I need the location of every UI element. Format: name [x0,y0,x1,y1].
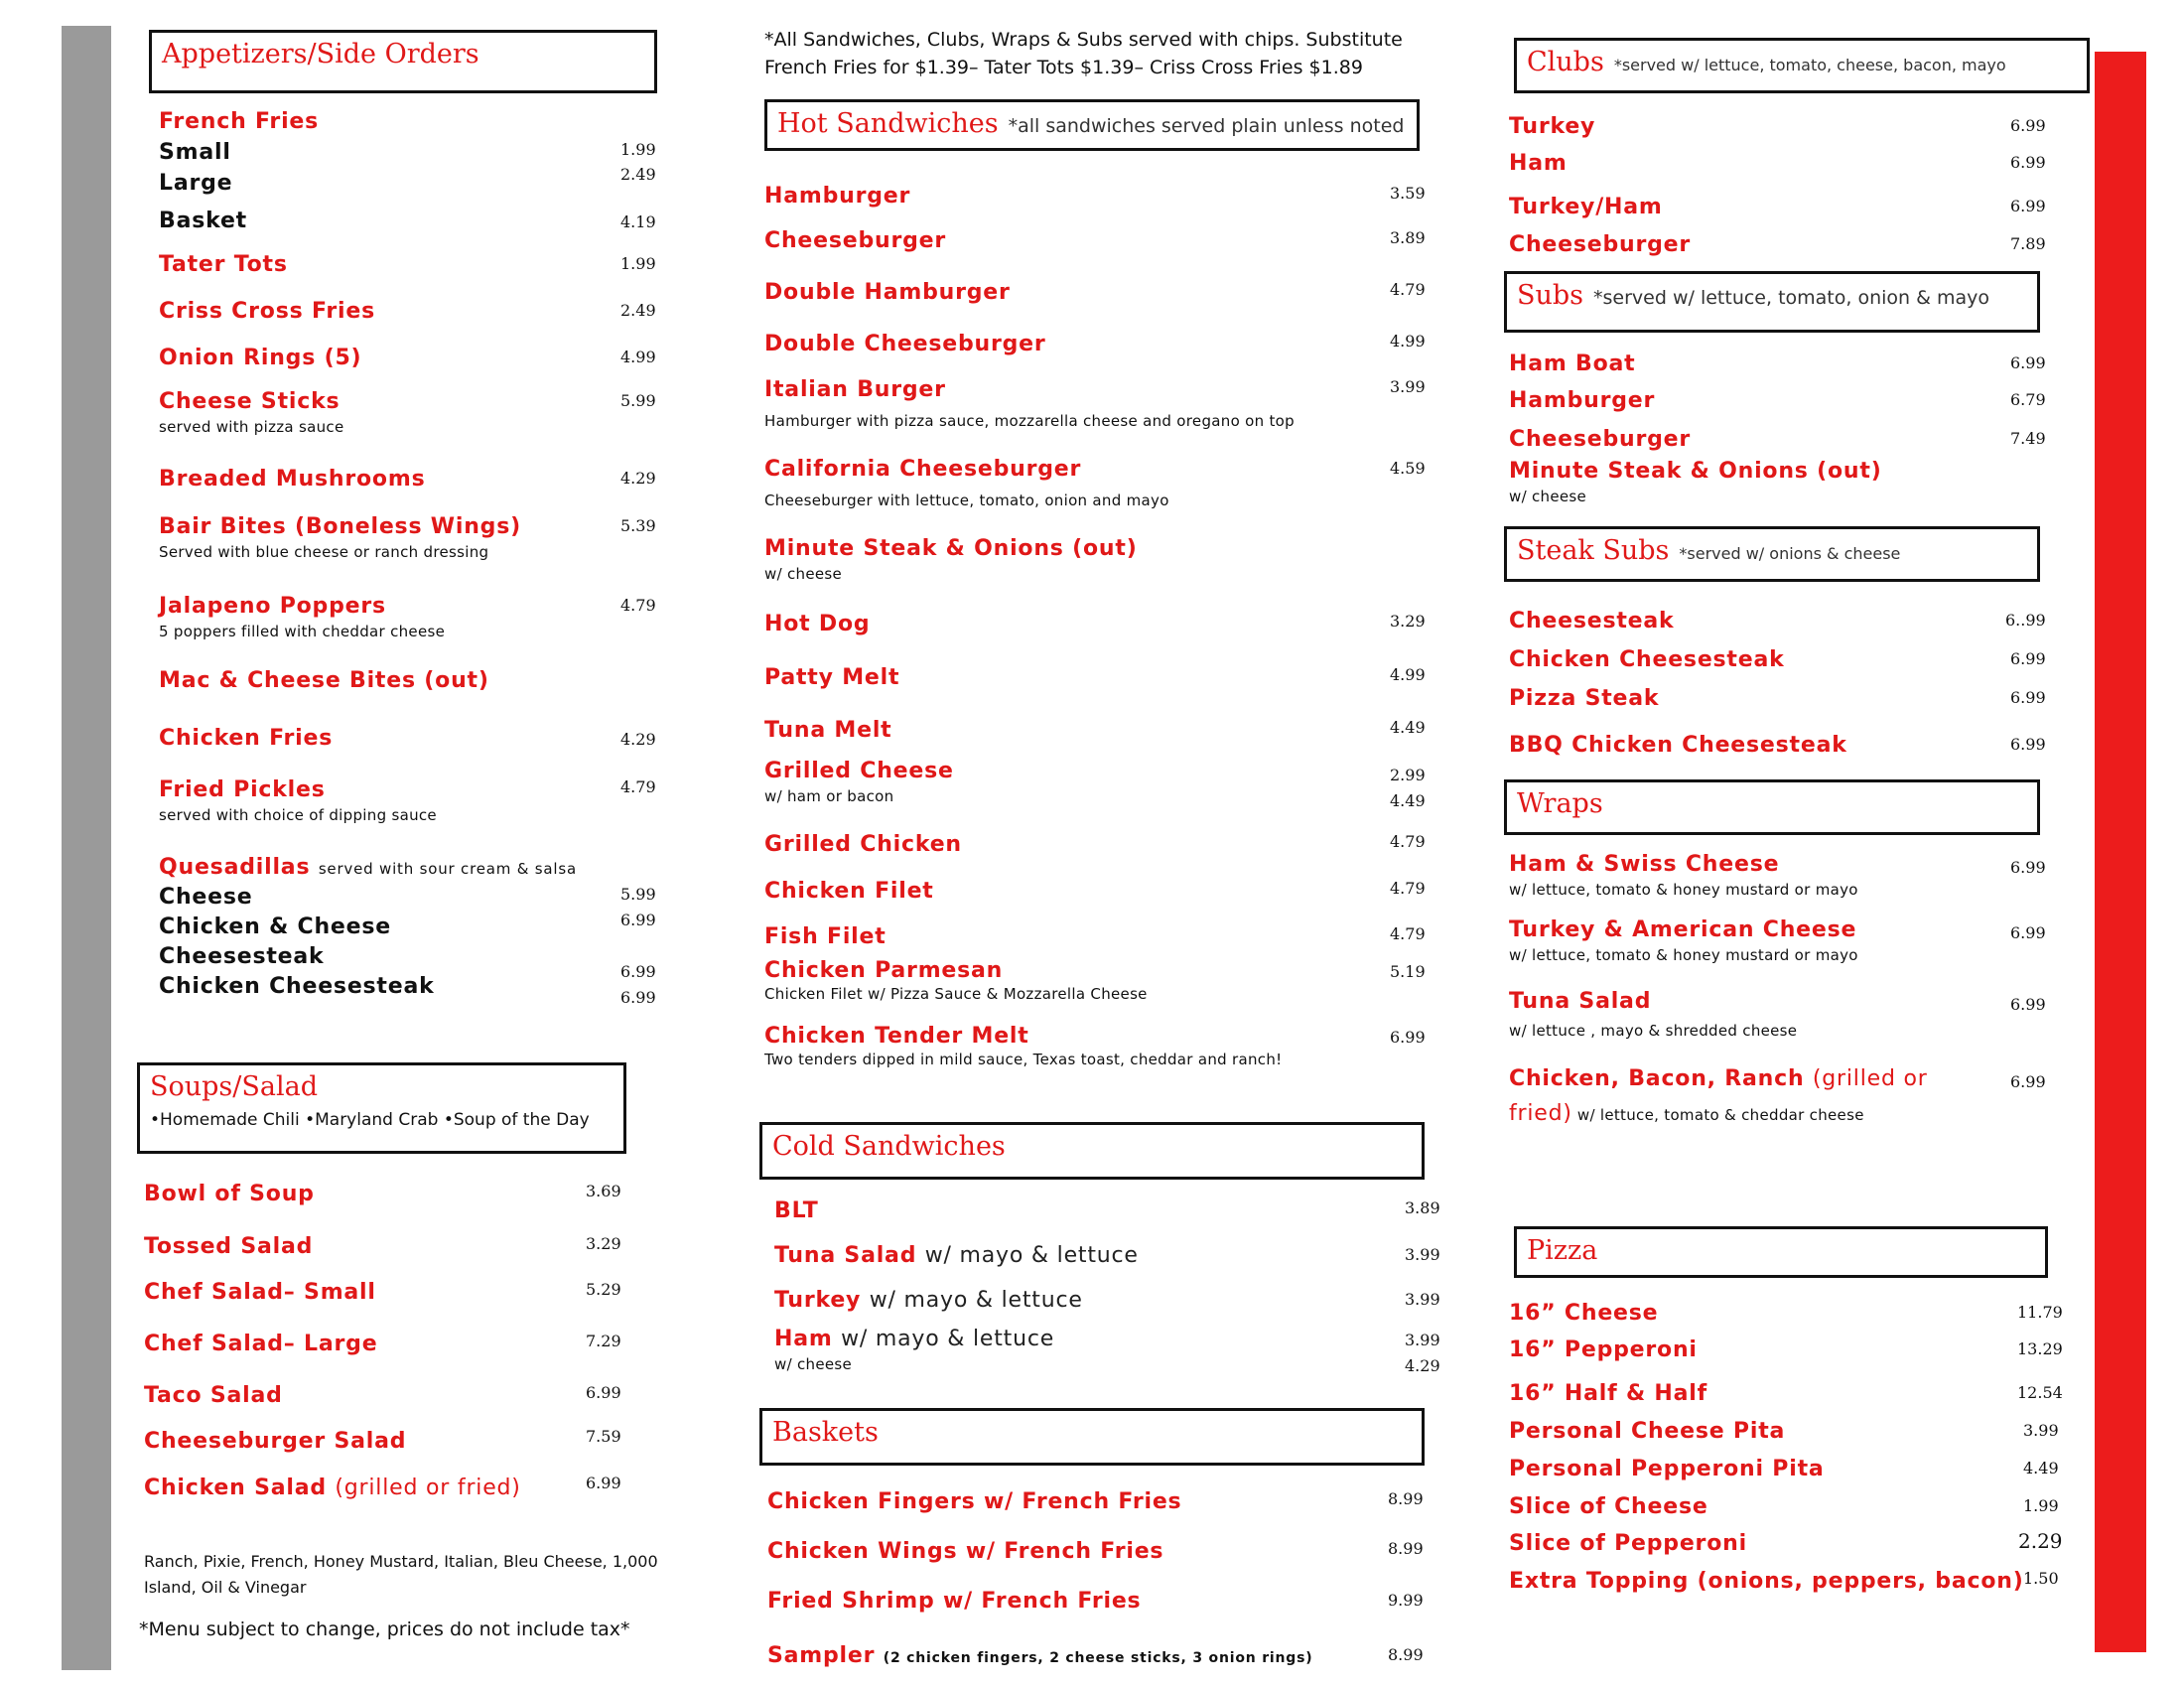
menu-item-bbq-chicken-cheesesteak: BBQ Chicken Cheesesteak 6.99 [1509,733,2046,758]
menu-item-california-cheeseburger: California Cheeseburger Cheeseburger with lettuce, tomato, onion and mayo 4.59 [764,457,1426,509]
menu-item-double-cheeseburger: Double Cheeseburger 4.99 [764,332,1426,356]
menu-item-turkey-american-wrap: Turkey & American Cheese w/ lettuce, tomato & honey mustard or mayo 6.99 [1509,917,2046,964]
wraps-header [1504,779,2040,835]
menu-item-16-pepperoni: 16” Pepperoni 13.29 [1509,1337,2063,1362]
clubs-title: Clubs [1527,47,1604,77]
menu-item-fried-shrimp-basket: Fried Shrimp w/ French Fries 9.99 [767,1589,1424,1614]
price: 4.99 [1390,665,1426,684]
price: 6.79 [2010,390,2046,409]
subs-title: Subs [1517,280,1584,311]
menu-item-chef-salad-small: Chef Salad– Small 5.29 [144,1280,621,1305]
menu-item-chicken-parmesan: Chicken Parmesan Chicken Filet w/ Pizza Sauce & Mozzarella Cheese 5.19 [764,958,1426,1003]
menu-item-tater-tots: Tater Tots 1.99 [159,252,656,277]
menu-item-chicken-wings-basket: Chicken Wings w/ French Fries 8.99 [767,1539,1424,1564]
baskets-title: Baskets [772,1417,879,1448]
menu-item-tuna-salad-cold: Tuna Salad w/ mayo & lettuce 3.99 [774,1243,1440,1268]
menu-item-fries-basket: Basket 4.19 [159,209,656,233]
menu-item-pizza-steak: Pizza Steak 6.99 [1509,686,2046,711]
menu-item-french-fries: French Fries [159,109,320,134]
price: 12.54 [2017,1383,2063,1402]
price: 9.99 [1388,1591,1424,1610]
menu-item-minute-steak-hot: Minute Steak & Onions (out) w/ cheese [764,536,1138,583]
menu-item-ham-cold: Ham w/ mayo & lettuce w/ cheese 3.99 4.29 [774,1327,1440,1375]
menu-item-chicken-fingers-basket: Chicken Fingers w/ French Fries 8.99 [767,1489,1424,1514]
menu-item-slice-pepperoni: Slice of Pepperoni 2.29 [1509,1529,2063,1556]
price: 6.99 [2010,153,2046,172]
menu-item-tossed-salad: Tossed Salad 3.29 [144,1234,621,1259]
price: 5.99 [620,885,656,904]
soups-subtitle: •Homemade Chili •Maryland Crab •Soup of the Day [150,1110,590,1130]
menu-item-blt: BLT 3.89 [774,1198,1440,1223]
menu-item-turkey-ham-club: Turkey/Ham 6.99 [1509,195,2046,219]
price: 3.29 [586,1234,621,1253]
price: 6.99 [2010,858,2046,877]
cold-sandwiches-title: Cold Sandwiches [772,1131,1006,1162]
price: 6.99 [2010,116,2046,135]
steak-subs-note: *served w/ onions & cheese [1679,544,1901,563]
right-decorative-strip [2095,52,2146,1652]
menu-item-italian-burger: Italian Burger Hamburger with pizza sauce, mozzarella cheese and oregano on top 3.99 [764,377,1426,430]
menu-item-fish-filet: Fish Filet 4.79 [764,924,1426,949]
menu-item-personal-cheese-pita: Personal Cheese Pita 3.99 [1509,1419,2059,1444]
price: 4.29 [1405,1356,1440,1375]
price: 2.49 [620,165,656,184]
price: 8.99 [1388,1539,1424,1558]
menu-item-chicken-cheesesteak: Chicken Cheesesteak 6.99 [1509,647,2046,672]
price: 3.89 [1405,1198,1440,1217]
price: 4.19 [620,212,656,231]
menu-item-cheesesteak: Cheesesteak 6..99 [1509,609,2046,633]
menu-item-cheeseburger-club: Cheeseburger 7.89 [1509,232,2046,257]
clubs-header [1514,38,2090,93]
menu-item-criss-cross-fries: Criss Cross Fries 2.49 [159,299,656,324]
menu-item-personal-pepperoni-pita: Personal Pepperoni Pita 4.49 [1509,1457,2059,1481]
menu-item-taco-salad: Taco Salad 6.99 [144,1383,621,1408]
price: 4.79 [1390,879,1426,898]
menu-item-fries-small: Small 1.99 [159,140,656,165]
price: 4.79 [1390,280,1426,299]
price: 4.59 [1390,459,1426,478]
price: 6.99 [620,911,656,929]
menu-item-turkey-club: Turkey 6.99 [1509,114,2046,139]
menu-item-hamburger-sub: Hamburger 6.79 [1509,388,2046,413]
price: 5.19 [1390,962,1426,981]
menu-item-bair-bites: Bair Bites (Boneless Wings) Served with blue cheese or ranch dressing 5.39 [159,514,656,561]
menu-item-hamburger: Hamburger 3.59 [764,184,1426,209]
menu-item-sampler-basket: Sampler (2 chicken fingers, 2 cheese sticks, 3 onion rings) 8.99 [767,1643,1424,1668]
menu-item-tuna-melt: Tuna Melt 4.49 [764,718,1426,743]
menu-item-quesadilla-chicken-cheesesteak: Chicken Cheesesteak 6.99 [159,974,656,1007]
hot-sandwiches-title: Hot Sandwiches [777,108,999,139]
price: 1.99 [620,254,656,273]
price: 1.99 [2023,1496,2059,1515]
price: 7.59 [586,1427,621,1446]
price: 6.99 [586,1383,621,1402]
menu-item-16-cheese: 16” Cheese 11.79 [1509,1301,2063,1326]
price: 3.89 [1390,228,1426,247]
menu-item-quesadilla-chicken-cheese: Chicken & Cheese 6.99 [159,911,656,939]
price: 4.29 [620,469,656,488]
price: 6.99 [1390,1028,1426,1047]
price: 4.49 [1390,791,1426,810]
price: 6..99 [2005,611,2046,630]
baskets-header [759,1408,1425,1466]
menu-item-grilled-cheese: Grilled Cheese w/ ham or bacon 2.99 4.49 [764,759,1426,810]
menu-item-onion-rings: Onion Rings (5) 4.99 [159,346,656,370]
price: 7.29 [586,1332,621,1350]
price: 6.99 [2010,1072,2046,1091]
menu-item-quesadillas: Quesadillas served with sour cream & salsa [159,855,577,880]
price: 6.99 [2010,353,2046,372]
menu-item-ham-club: Ham 6.99 [1509,151,2046,176]
menu-item-cheeseburger: Cheeseburger 3.89 [764,228,1426,253]
price: 6.99 [2010,197,2046,215]
price: 3.29 [1390,612,1426,631]
price: 6.99 [2010,688,2046,707]
price: 4.29 [620,730,656,749]
menu-item-patty-melt: Patty Melt 4.99 [764,665,1426,690]
menu-item-chicken-fries: Chicken Fries 4.29 [159,726,656,751]
menu-item-chicken-bacon-ranch-wrap: Chicken, Bacon, Ranch (grilled or fried) w/ lettuce, tomato & cheddar cheese 6.99 [1509,1066,2046,1126]
price: 2.29 [2018,1529,2063,1553]
menu-item-turkey-cold: Turkey w/ mayo & lettuce 3.99 [774,1288,1440,1313]
price: 5.29 [586,1280,621,1299]
price: 4.99 [1390,332,1426,351]
menu-item-chicken-tender-melt: Chicken Tender Melt Two tenders dipped in mild sauce, Texas toast, cheddar and ranch! 6.99 [764,1024,1426,1068]
menu-item-ham-swiss-wrap: Ham & Swiss Cheese w/ lettuce, tomato & honey mustard or mayo 6.99 [1509,852,2046,899]
menu-item-mac-cheese-bites: Mac & Cheese Bites (out) [159,668,489,693]
steak-subs-title: Steak Subs [1517,535,1670,566]
price: 6.99 [620,988,656,1007]
price: 13.29 [2017,1339,2063,1358]
menu-item-double-hamburger: Double Hamburger 4.79 [764,280,1426,305]
price: 3.99 [1405,1331,1440,1349]
pizza-header [1514,1226,2048,1278]
price: 4.79 [620,777,656,796]
menu-item-grilled-chicken: Grilled Chicken 4.79 [764,832,1426,857]
steak-subs-header [1504,526,2040,582]
menu-item-minute-steak-sub: Minute Steak & Onions (out) w/ cheese [1509,459,1882,505]
price: 6.99 [2010,923,2046,942]
price: 3.99 [1405,1245,1440,1264]
price: 3.99 [2023,1421,2059,1440]
price: 6.99 [2010,649,2046,668]
hot-sandwiches-header [764,99,1420,151]
left-decorative-strip [62,26,111,1670]
menu-item-slice-cheese: Slice of Cheese 1.99 [1509,1494,2059,1519]
price: 1.50 [2023,1569,2059,1588]
menu-item-cheeseburger-sub: Cheeseburger 7.49 [1509,427,2046,452]
wraps-title: Wraps [1517,788,1603,819]
menu-item-chicken-filet: Chicken Filet 4.79 [764,879,1426,904]
menu-item-bowl-of-soup: Bowl of Soup 3.69 [144,1182,621,1206]
menu-item-hot-dog: Hot Dog 3.29 [764,612,1426,636]
price: 5.99 [620,391,656,410]
menu-item-breaded-mushrooms: Breaded Mushrooms 4.29 [159,467,656,492]
menu-item-fries-large: Large 2.49 [159,165,656,196]
price: 3.69 [586,1182,621,1200]
menu-item-cheeseburger-salad: Cheeseburger Salad 7.59 [144,1427,621,1454]
hot-sandwiches-note: *all sandwiches served plain unless noted [1008,115,1405,137]
menu-footnote: *Menu subject to change, prices do not include tax* [139,1618,630,1640]
menu-item-extra-topping: Extra Topping (onions, peppers, bacon) 1.50 [1509,1569,2059,1594]
soups-header [137,1062,626,1154]
menu-item-ham-boat: Ham Boat 6.99 [1509,352,2046,376]
menu-item-tuna-salad-wrap: Tuna Salad w/ lettuce , mayo & shredded cheese 6.99 [1509,989,2046,1040]
pizza-title: Pizza [1527,1235,1598,1266]
appetizers-title: Appetizers/Side Orders [162,39,479,70]
price: 4.49 [2023,1459,2059,1477]
price: 7.49 [2010,429,2046,448]
subs-note: *served w/ lettuce, tomato, onion & mayo [1593,287,1989,309]
price: 4.49 [1390,718,1426,737]
soups-title: Soups/Salad [150,1071,318,1102]
price: 6.99 [620,962,656,981]
price: 4.79 [1390,924,1426,943]
price: 6.99 [2010,995,2046,1014]
price: 3.99 [1390,377,1426,396]
menu-item-chef-salad-large: Chef Salad– Large 7.29 [144,1332,621,1356]
clubs-note: *served w/ lettuce, tomato, cheese, bacon, mayo [1613,56,2006,74]
menu-item-16-half-half: 16” Half & Half 12.54 [1509,1381,2063,1406]
price: 1.99 [620,140,656,159]
price: 3.59 [1390,184,1426,203]
menu-item-quesadilla-cheesesteak: Cheesesteak 6.99 [159,944,656,981]
price: 6.99 [586,1474,621,1492]
price: 8.99 [1388,1489,1424,1508]
price: 6.99 [2010,735,2046,754]
price: 4.79 [620,596,656,615]
price: 2.49 [620,301,656,320]
menu-item-chicken-salad: Chicken Salad (grilled or fried) 6.99 [144,1474,621,1500]
menu-item-jalapeno-poppers: Jalapeno Poppers 5 poppers filled with cheddar cheese 4.79 [159,594,656,640]
dressing-list: Ranch, Pixie, French, Honey Mustard, Italian, Bleu Cheese, 1,000 Island, Oil & Vinegar [144,1552,658,1597]
cold-sandwiches-header [759,1122,1425,1180]
price: 5.39 [620,516,656,535]
price: 7.89 [2010,234,2046,253]
menu-item-fried-pickles: Fried Pickles served with choice of dipping sauce 4.79 [159,777,656,824]
price: 8.99 [1388,1645,1424,1664]
price: 11.79 [2017,1303,2063,1322]
sandwich-intro-note: *All Sandwiches, Clubs, Wraps & Subs served with chips. Substitute French Fries for $1.39– Tater Tots $1.39– Criss Cross Fries $1.89 [764,29,1403,78]
menu-item-cheese-sticks: Cheese Sticks served with pizza sauce 5.99 [159,389,656,436]
appetizers-header [149,30,657,93]
price: 3.99 [1405,1290,1440,1309]
menu-item-quesadilla-cheese: Cheese 5.99 [159,885,656,910]
subs-header [1504,271,2040,333]
price: 2.99 [1390,766,1426,784]
price: 4.99 [620,348,656,366]
price: 4.79 [1390,832,1426,851]
